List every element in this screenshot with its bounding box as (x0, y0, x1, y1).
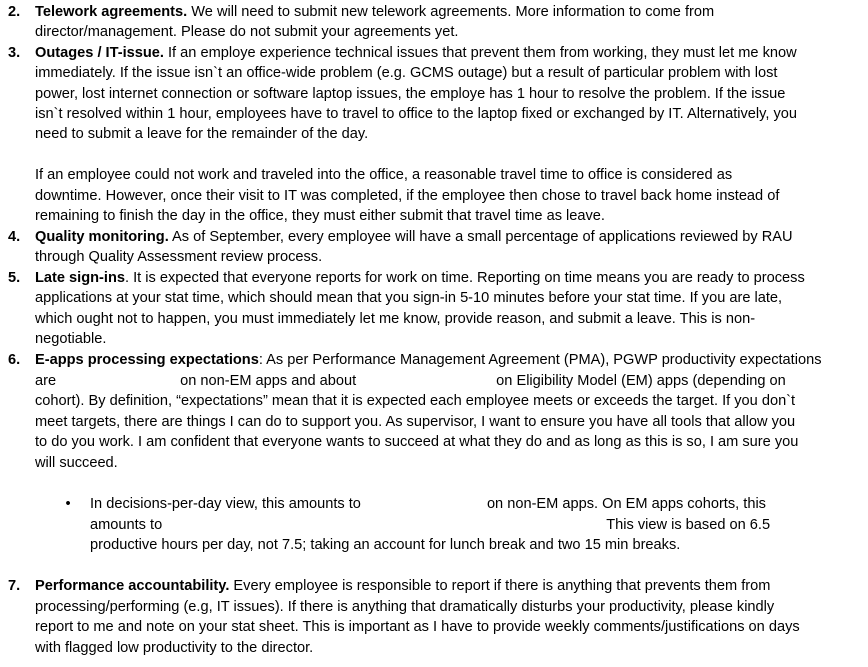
bullet-icon: • (65, 496, 71, 512)
item-line: Quality monitoring. As of September, every employee will have a small percentage of applications reviewed by RAU (35, 229, 793, 245)
bullet-line: In decisions-per-day view, this amounts to on non-EM apps. On EM apps cohorts, this (90, 496, 766, 512)
item-line: Late sign-ins. It is expected that everyone reports for work on time. Reporting on time means you are ready to process (35, 270, 805, 286)
item-number: 6. (8, 352, 21, 368)
item-line: applications at your stat time, which should mean that you sign-in 5-10 minutes before your stat time. If you are late, (35, 290, 783, 306)
item-heading: Outages / IT-issue. (35, 45, 164, 61)
item-line: processing/performing (e.g, IT issues). If there is anything that dramatically disturbs your productivity, please kindly (35, 599, 775, 615)
item-line: director/management. Please do not submit your agreements yet. (35, 24, 459, 40)
item-number: 4. (8, 229, 21, 245)
item-line: report to me and note on your stat sheet. This is important as I have to provide weekly comments/justifications on days (35, 619, 800, 635)
item-heading: Quality monitoring. (35, 229, 169, 245)
item-heading: E-apps processing expectations (35, 352, 259, 368)
item-line: remaining to finish the day in the office, they must either submit that travel time as leave. (35, 208, 605, 224)
item-number: 3. (8, 45, 21, 61)
item-line: to do you work. I am confident that everyone wants to succeed at what they do and as long as this is so, I am sure you (35, 434, 799, 450)
item-line: meet targets, there are things I can do to support you. As supervisor, I want to ensure you have all tools that allow you (35, 414, 796, 430)
item-line: Telework agreements. We will need to submit new telework agreements. More information to come from (35, 4, 715, 20)
item-line: Outages / IT-issue. If an employe experience technical issues that prevent them from working, they must let me know (35, 45, 797, 61)
item-line: will succeed. (35, 455, 118, 471)
item-line: through Quality Assessment review process. (35, 249, 323, 265)
item-line: Performance accountability. Every employee is responsible to report if there is anything that prevents them from (35, 578, 771, 594)
item-line: power, lost internet connection or software laptop issues, the employe has 1 hour to resolve the problem. If the issue (35, 86, 786, 102)
item-line: which ought not to happen, you must immediately let me know, provide reason, and submit a leave. This is non- (35, 311, 756, 327)
item-heading: Performance accountability. (35, 578, 230, 594)
item-line: with flagged low productivity to the director. (35, 640, 314, 656)
item-line: E-apps processing expectations: As per Performance Management Agreement (PMA), PGWP productivity expectations (35, 352, 822, 368)
item-line: are on non-EM apps and about on Eligibility Model (EM) apps (depending on (35, 373, 786, 389)
item-heading: Late sign-ins (35, 270, 126, 286)
item-line: isn`t resolved within 1 hour, employees have to travel to office to the laptop fixed or exchanged by IT. Alternatively, you (35, 106, 798, 122)
item-line: downtime. However, once their visit to IT was completed, if the employee then chose to travel back home instead of (35, 188, 780, 204)
bullet-line: productive hours per day, not 7.5; taking an account for lunch break and two 15 min breaks. (90, 537, 681, 553)
item-line: If an employee could not work and traveled into the office, a reasonable travel time to office is considered as (35, 167, 733, 183)
bullet-line: amounts to This view is based on 6.5 (90, 517, 771, 533)
item-line: immediately. If the issue isn`t an office-wide problem (e.g. GCMS outage) but a result of particular problem with lost (35, 65, 778, 81)
item-number: 7. (8, 578, 21, 594)
item-line: need to submit a leave for the remainder of the day. (35, 126, 369, 142)
item-line: cohort). By definition, “expectations” mean that it is expected each employee meets or exceeds the target. If you don`t (35, 393, 796, 409)
item-number: 5. (8, 270, 21, 286)
item-heading: Telework agreements. (35, 4, 188, 20)
item-line: negotiable. (35, 331, 107, 347)
item-number: 2. (8, 4, 21, 20)
